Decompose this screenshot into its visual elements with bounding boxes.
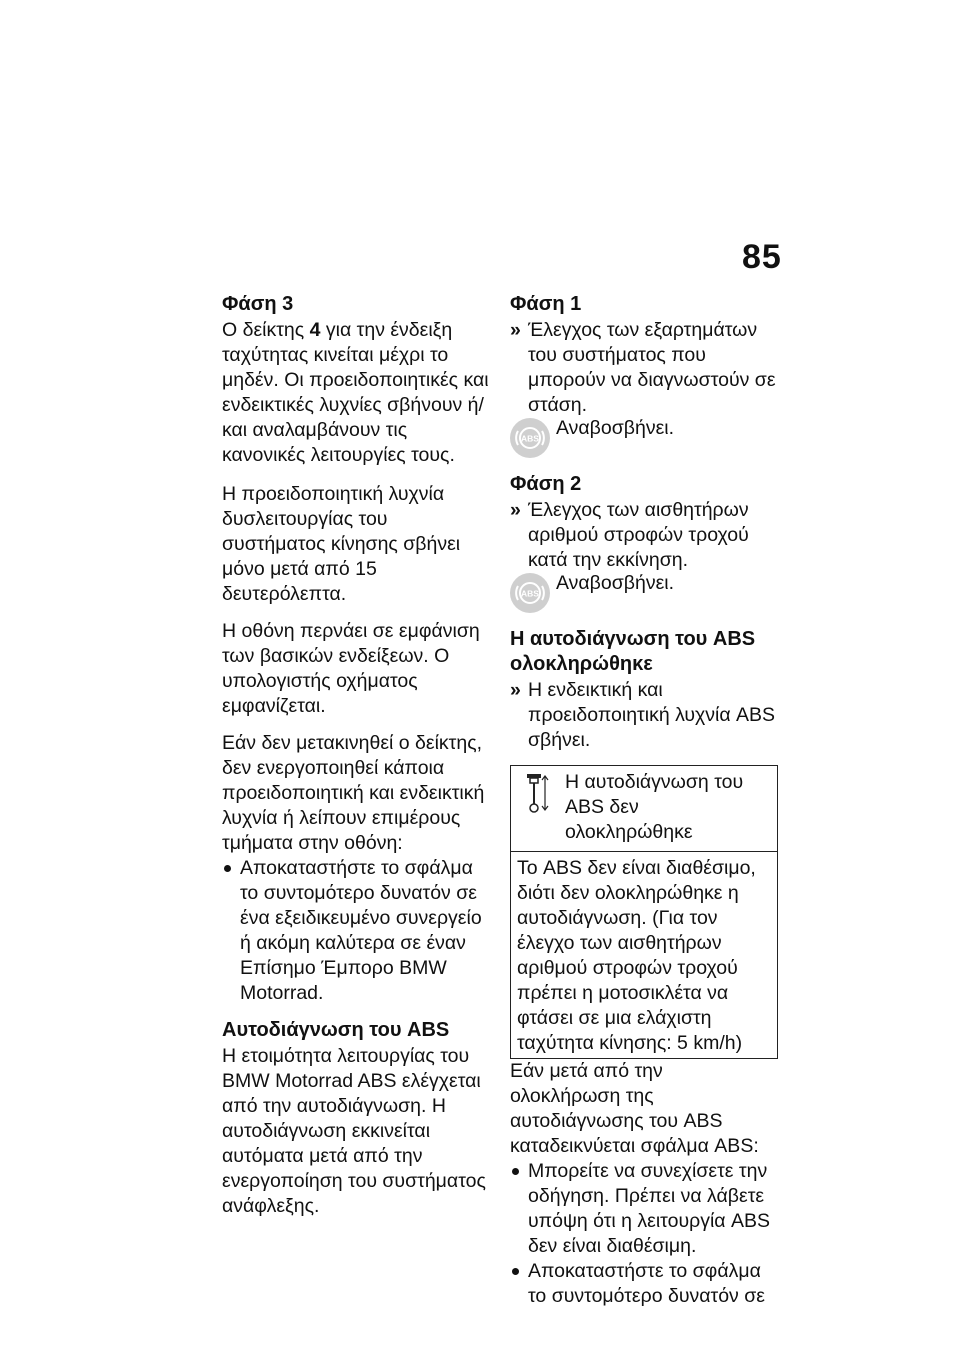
list-item: » Έλεγχος των εξαρτημάτων του συστήματος που μπορούν να διαγνωστούν σε στάση. <box>510 318 778 418</box>
abs-warning-light-icon <box>510 418 550 458</box>
phase2-heading: Φάση 2 <box>510 473 582 495</box>
display-paragraph: Η οθόνη περνάει σε εμφάνιση των βασικών ενδείξεων. Ο υπολογιστής οχήματος εμφανίζεται. <box>222 620 480 717</box>
phase1-steps <box>510 318 778 418</box>
phase1-section <box>510 292 778 458</box>
abs-self-diagnosis-heading: Αυτοδιάγνωση του ABS <box>222 1019 450 1041</box>
phase2-indicator <box>510 573 778 613</box>
pointer-number: 4 <box>309 319 321 341</box>
svg-text:ABS: ABS <box>521 433 539 444</box>
abs-self-diagnosis-text: Η ετοιμότητα λειτουργίας του BMW Motorrad ABS ελέγχεται από την αυτοδιάγνωση. Η αυτοδιάγνωση εκκινείται αυτόματα μετά από την ενεργοποίηση του συστήματος ανάφλεξης. <box>222 1045 486 1217</box>
drive-warning-paragraph: Η προειδοποιητική λυχνία δυσλειτουργίας του συστήματος κίνησης σβήνει μόνο μετά από 15 δευτερόλεπτα. <box>222 483 461 605</box>
phase2-steps <box>510 498 778 573</box>
notice-body: Το ABS δεν είναι διαθέσιμο, διότι δεν ολοκληρώθηκε η αυτοδιάγνωση. (Για τον έλεγχο των αισθητήρων αριθμού στροφών τροχού πρέπει η μοτοσικλέτα να φτάσει σε μια ελάχιστη ταχύτητα κίνησης: 5 km/h) <box>517 857 756 1054</box>
list-item: Αποκαταστήστε το σφάλμα το συντομότερο δυνατόν σε ένα εξειδικευμένο συνεργείο ή ακόμη καλύτερα σε έναν Επίσημο Έμπορο BMW Motorrad. <box>222 856 492 1006</box>
right-column <box>510 292 778 1321</box>
list-item: » Έλεγχος των αισθητήρων αριθμού στροφών τροχού κατά την εκκίνηση. <box>510 498 778 573</box>
page-number: 85 <box>742 238 782 276</box>
abs-warning-light-icon <box>510 573 550 613</box>
left-column <box>222 292 492 1231</box>
svg-text:ABS: ABS <box>521 588 539 599</box>
phase3-section <box>222 292 492 468</box>
abs-complete-section <box>510 627 778 753</box>
phase3-text: Ο δείκτης 4 για την ένδειξη ταχύτητας κινείται μέχρι το μηδέν. Οι προειδοποιητικές και ενδεικτικές λυχνίες σβήνουν ή/και αναλαμβάνουν τις κανονικές λειτουργίες τους. <box>222 319 489 466</box>
phase3-heading: Φάση 3 <box>222 293 294 315</box>
abs-complete-steps <box>510 678 778 753</box>
list-item: » Η ενδεικτική και προειδοποιητική λυχνία ABS σβήνει. <box>510 678 778 753</box>
notice-box <box>510 765 778 1059</box>
abs-fault-paragraph: Εάν μετά από την ολοκλήρωση της αυτοδιάγνωσης του ABS καταδεικνύεται σφάλμα ABS: <box>510 1060 759 1157</box>
fault-condition-paragraph: Εάν δεν μετακινηθεί ο δείκτης, δεν ενεργοποιηθεί κάποια προειδοποιητική και ενδεικτική λυχνία ή λείπουν επιμέρους τμήματα στην οθόνη: <box>222 732 485 854</box>
notice-header <box>511 766 777 852</box>
phase2-status: Αναβοσβήνει. <box>556 572 675 594</box>
left-bullet-list <box>222 856 492 1006</box>
right-bullet-list <box>510 1159 778 1309</box>
workshop-tool-icon <box>517 770 557 814</box>
abs-complete-heading: Η αυτοδιάγνωση του ABS ολοκληρώθηκε <box>510 628 756 675</box>
phase1-status: Αναβοσβήνει. <box>556 417 675 439</box>
phase1-indicator <box>510 418 778 458</box>
list-item: Αποκαταστήστε το σφάλμα το συντομότερο δυνατόν σε <box>510 1259 778 1309</box>
phase1-heading: Φάση 1 <box>510 293 582 315</box>
notice-title: Η αυτοδιάγνωση του ABS δεν ολοκληρώθηκε <box>565 771 744 843</box>
phase2-section <box>510 472 778 613</box>
list-item: Μπορείτε να συνεχίσετε την οδήγηση. Πρέπει να λάβετε υπόψη ότι η λειτουργία ABS δεν είναι διαθέσιμη. <box>510 1159 778 1259</box>
